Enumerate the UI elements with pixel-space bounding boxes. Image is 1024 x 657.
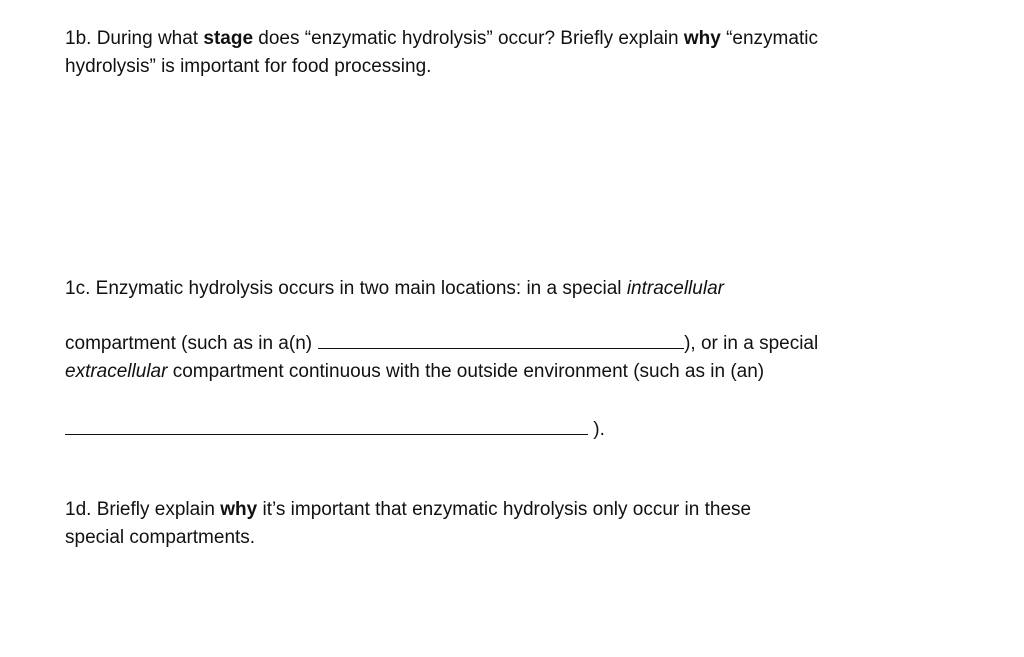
question-1d-line2: special compartments. [65,527,256,548]
question-1c-italic-intracellular: intracellular [626,278,724,299]
question-1b-line1 [65,25,965,53]
question-1b-text-part3: “enzymatic [726,28,818,49]
question-1d-line1 [65,496,965,524]
question-1c-line3-rest: compartment continuous with the outside environment (such as in (an) [172,361,765,382]
question-1c-before-blank1: compartment (such as in a(n) [65,333,313,354]
question-1d [65,496,965,552]
question-1c-italic-extracellular: extracellular [65,361,168,382]
question-1b-bold-stage: stage [203,28,254,49]
question-1d-number: 1d. [65,499,92,520]
question-1b [65,25,965,81]
question-1b-text-part1: During what [96,28,199,49]
question-1d-text-part1: Briefly explain [96,499,215,520]
question-1d-text-part2: it’s important that enzymatic hydrolysis only occur in these [262,499,752,520]
question-1c-after-blank2: ). [593,419,605,440]
question-1b-bold-why: why [683,28,721,49]
question-1b-line2: hydrolysis” is important for food processing. [65,56,432,77]
question-1c-number: 1c. [65,278,91,299]
question-1c-body [65,330,965,386]
answer-blank-extracellular[interactable] [65,416,588,435]
question-1c-line3 [65,358,965,386]
question-1c-after-blank1: ), or in a special [684,333,819,354]
question-1c-line2 [65,330,965,358]
question-1c-line4 [65,416,965,444]
question-1d-bold-why: why [220,499,258,520]
question-1c-text-part1: Enzymatic hydrolysis occurs in two main locations: in a special [95,278,622,299]
question-1b-text-part2: does “enzymatic hydrolysis” occur? Briefly explain [258,28,679,49]
answer-blank-intracellular[interactable] [318,330,684,349]
question-1c [65,275,965,303]
question-1b-number: 1b. [65,28,92,49]
